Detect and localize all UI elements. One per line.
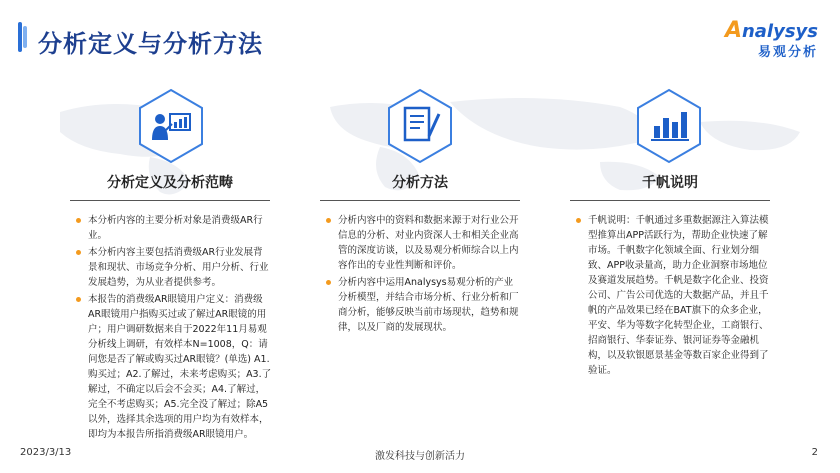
- bullet-dot-icon: [76, 250, 81, 255]
- title-accent-bar-light: [23, 26, 27, 48]
- bullet-dot-icon: [76, 297, 81, 302]
- page-title: 分析定义与分析方法: [38, 30, 263, 58]
- footer-date: 2023/3/13: [20, 447, 72, 458]
- presenter-chart-icon: [136, 88, 206, 164]
- column-divider: [70, 200, 270, 201]
- bar-chart-icon: [634, 88, 704, 164]
- bullet-dot-icon: [76, 218, 81, 223]
- bullet-list-qianfan: [576, 213, 772, 380]
- list-item: 本分析内容的主要分析对象是消费级AR行业。: [76, 213, 272, 243]
- footer-slogan: 激发科技与创新活力: [375, 451, 465, 462]
- title-accent-bar: [18, 22, 22, 52]
- page-number: 2: [811, 447, 818, 458]
- analysys-logo: Analysys 易观分析: [724, 18, 818, 60]
- list-item: 千帆说明：千帆通过多重数据源注入算法模型推算出APP活跃行为，帮助企业快速了解市场。千帆数字化领域全面、行业划分细致、APP收录量高，助力企业洞察市场地位及赛道发展趋势。千帆是数字化企业、投资公司、广告公司优选的大数据产品，并且千帆的产品效果已经在BAT旗下的众多企业，平安、华为等数字化转型企业，工商银行、招商银行、华泰证券、银河证券等金融机构，以及软银愿景基金等数百家企业得到了验证。: [576, 213, 772, 378]
- bullet-dot-icon: [326, 218, 331, 223]
- list-item: 本报告的消费级AR眼镜用户定义：消费级AR眼镜用户指购买过或了解过AR眼镜的用户；用户调研数据来自于2022年11月易观分析线上调研，有效样本N=1008，Q：请问您是否了解或购买过AR眼镜？(单选) A1.购买过；A2.了解过，未来考虑购买；A3.了解过，不确定以后会不会买；A4.了解过，完全不考虑购买；A5.完全没了解过；除A5以外，选择其余选项的用户均为有效样本，即均为本报告所指消费级AR眼镜用户。: [76, 292, 272, 442]
- bullet-list-scope: [76, 213, 272, 444]
- column-divider: [320, 200, 520, 201]
- column-heading-scope: 分析定义及分析范畴: [107, 175, 233, 191]
- list-item: 分析内容中的资料和数据来源于对行业公开信息的分析、对业内资深人士和相关企业高管的深度访谈，以及易观分析师综合以上内容作出的专业性判断和评价。: [326, 213, 522, 273]
- bullet-dot-icon: [326, 280, 331, 285]
- list-item: 本分析内容主要包括消费级AR行业发展背景和现状、市场竞争分析、用户分析、行业发展趋势，为从业者提供参考。: [76, 245, 272, 290]
- column-heading-method: 分析方法: [392, 175, 448, 191]
- bullet-dot-icon: [576, 218, 581, 223]
- document-pen-icon: [385, 88, 455, 164]
- column-divider: [570, 200, 770, 201]
- bullet-list-method: [326, 213, 522, 337]
- column-heading-qianfan: 千帆说明: [642, 175, 698, 191]
- list-item: 分析内容中运用Analysys易观分析的产业分析模型，并结合市场分析、行业分析和厂商分析，能够反映当前市场现状，趋势和规律，以及厂商的发展现状。: [326, 275, 522, 335]
